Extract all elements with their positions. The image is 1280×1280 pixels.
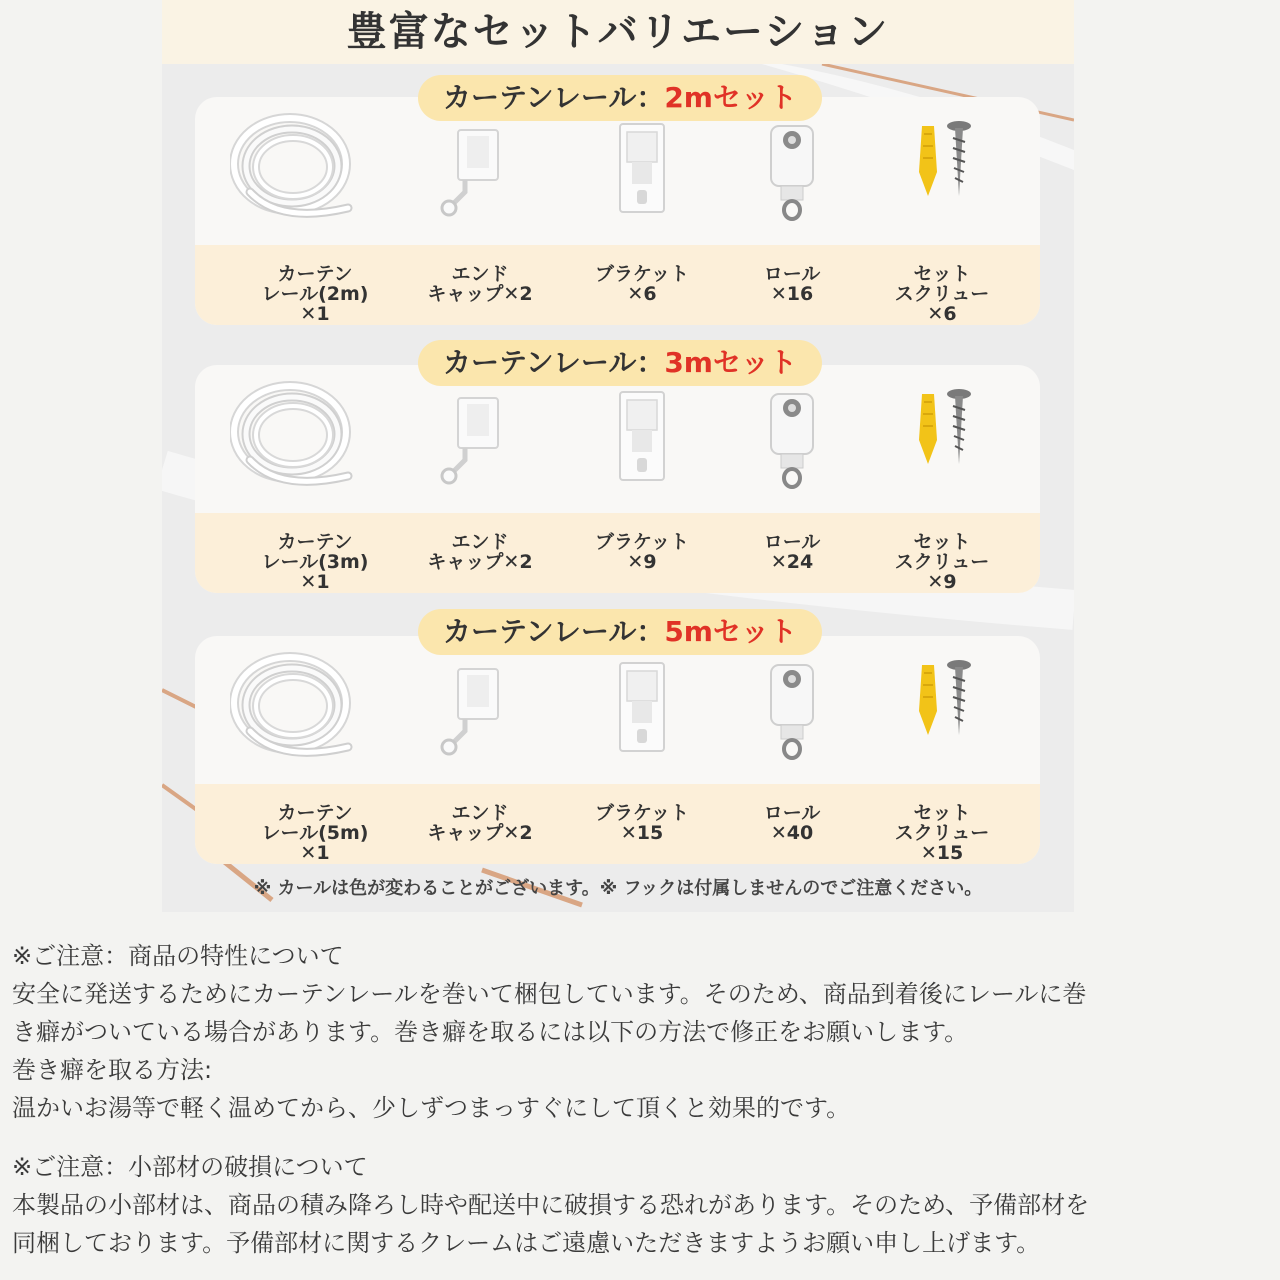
roller-icon [707, 651, 877, 771]
notice-line: 本製品の小部材は、商品の積み降ろし時や配送中に破損する恐れがあります。そのため、予備部材を [12, 1191, 1090, 1219]
end-cap-icon [395, 380, 565, 500]
set-card-5m [195, 636, 1040, 864]
bracket-icon [557, 112, 727, 232]
item-label: ブラケット ✕6 [594, 263, 690, 305]
item-label: ロール ✕24 [763, 531, 821, 573]
end-cap-icon [395, 112, 565, 232]
set-pill-5m [418, 609, 822, 655]
pill-prefix: カーテンレール： [442, 346, 665, 379]
screw-anchor-icon [857, 112, 1027, 232]
notice-damage [12, 1148, 1272, 1262]
item-label: セット スクリュー ✕6 [894, 263, 990, 325]
item-label: エンド キャップ✕2 [427, 531, 533, 573]
coiled-rail-icon [230, 651, 400, 771]
bracket-icon [557, 380, 727, 500]
item-label: ブラケット ✕9 [594, 531, 690, 573]
item-label: セット スクリュー ✕15 [894, 802, 990, 864]
set-card-2m [195, 97, 1040, 325]
bracket-icon [557, 651, 727, 771]
banner-title: 豊富なセットバリエーション [346, 9, 890, 55]
notice-line: き癖がついている場合があります。巻き癖を取るには以下の方法で修正をお願いします。 [12, 1018, 969, 1046]
pill-accent: 3mセット [664, 346, 797, 379]
pill-prefix: カーテンレール： [442, 615, 665, 648]
screw-anchor-icon [857, 380, 1027, 500]
notice-line: 同梱しております。予備部材に関するクレームはご遠慮いただきますようお願い申し上げます。 [12, 1229, 1041, 1257]
product-banner [162, 0, 1074, 912]
item-label: セット スクリュー ✕9 [894, 531, 990, 593]
item-label: ロール ✕16 [763, 263, 821, 305]
set-pill-2m [418, 75, 822, 121]
notice-heading: ※ご注意：商品の特性について [12, 942, 344, 970]
notice-characteristics [12, 937, 1272, 1127]
roller-icon [707, 112, 877, 232]
pill-prefix: カーテンレール： [442, 81, 665, 114]
screw-anchor-icon [857, 651, 1027, 771]
item-label: エンド キャップ✕2 [427, 263, 533, 305]
item-label: エンド キャップ✕2 [427, 802, 533, 844]
item-label: カーテン レール(2m) ✕1 [261, 263, 369, 325]
roller-icon [707, 380, 877, 500]
pill-accent: 2mセット [664, 81, 797, 114]
item-label: ブラケット ✕15 [594, 802, 690, 844]
item-label: ロール ✕40 [763, 802, 821, 844]
banner-note: ※ カールは色が変わることがございます。※ フックは付属しませんのでご注意ください。 [253, 878, 983, 899]
notice-line: 巻き癖を取る方法: [12, 1056, 213, 1084]
coiled-rail-icon [230, 380, 400, 500]
notice-line: 安全に発送するためにカーテンレールを巻いて梱包しています。そのため、商品到着後にレールに巻 [12, 980, 1087, 1008]
notice-line: 温かいお湯等で軽く温めてから、少しずつまっすぐにして頂くと効果的です。 [12, 1094, 851, 1122]
coiled-rail-icon [230, 112, 400, 232]
set-pill-3m [418, 340, 822, 386]
end-cap-icon [395, 651, 565, 771]
item-label: カーテン レール(3m) ✕1 [261, 531, 369, 593]
pill-accent: 5mセット [664, 615, 797, 648]
set-card-3m [195, 365, 1040, 593]
notice-heading: ※ご注意：小部材の破損について [12, 1153, 368, 1181]
item-label: カーテン レール(5m) ✕1 [261, 802, 369, 864]
